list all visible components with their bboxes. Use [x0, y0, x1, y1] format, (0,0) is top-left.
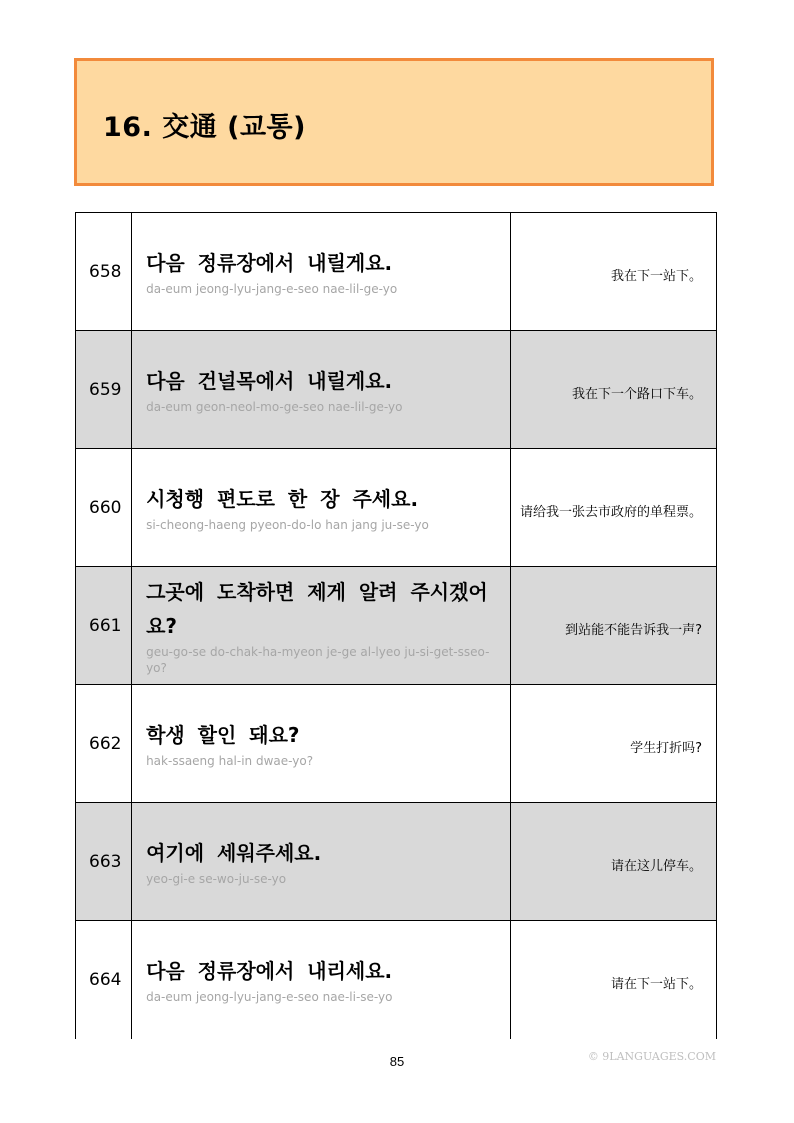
phrase-table [75, 212, 717, 1039]
korean-phrase: 다음 정류장에서 내리세요. [146, 959, 393, 984]
romanization: si-cheong-haeng pyeon-do-lo han jang ju-se-yo [146, 518, 429, 532]
chinese-translation: 学生打折吗? [510, 685, 716, 803]
phrase-number: 660 [76, 449, 132, 567]
korean-phrase: 다음 정류장에서 내릴게요. [146, 251, 393, 275]
phrase-row [76, 449, 717, 567]
romanization: da-eum geon-neol-mo-ge-seo nae-lil-ge-yo [146, 400, 403, 414]
chinese-translation: 我在下一个路口下车。 [510, 331, 716, 449]
korean-cell [132, 213, 511, 331]
phrase-number: 664 [76, 921, 132, 1039]
chinese-translation: 到站能不能告诉我一声? [510, 567, 716, 685]
copyright-notice: © 9LANGUAGES.COM [587, 1050, 716, 1063]
romanization: geu-go-se do-chak-ha-myeon je-ge al-lyeo ju-si-get-sseo-yo? [146, 645, 490, 675]
romanization: yeo-gi-e se-wo-ju-se-yo [146, 872, 287, 886]
phrase-row [76, 685, 717, 803]
korean-cell [132, 449, 511, 567]
korean-cell [132, 685, 511, 803]
romanization: hak-ssaeng hal-in dwae-yo? [146, 754, 314, 768]
korean-phrase: 시청행 편도로 한 장 주세요. [146, 487, 419, 511]
section-title: 16. 交通 (교통) [103, 112, 306, 143]
korean-cell [132, 803, 511, 921]
section-header [74, 58, 714, 186]
chinese-translation: 我在下一站下。 [510, 213, 716, 331]
phrase-row [76, 803, 717, 921]
phrase-number: 661 [76, 567, 132, 685]
korean-phrase: 그곳에 도착하면 제게 알려 주시겠어요? [146, 580, 488, 638]
phrase-number: 659 [76, 331, 132, 449]
phrase-row [76, 921, 717, 1039]
phrase-number: 662 [76, 685, 132, 803]
korean-phrase: 여기에 세워주세요. [146, 841, 322, 865]
phrase-row [76, 567, 717, 685]
phrase-row [76, 331, 717, 449]
korean-cell [132, 331, 511, 449]
chinese-translation: 请给我一张去市政府的单程票。 [510, 449, 716, 567]
romanization: da-eum jeong-lyu-jang-e-seo nae-lil-ge-yo [146, 282, 398, 296]
phrase-row [76, 213, 717, 331]
chinese-translation: 请在下一站下。 [510, 921, 716, 1039]
phrase-number: 658 [76, 213, 132, 331]
korean-cell [132, 567, 511, 685]
korean-phrase: 다음 건널목에서 내릴게요. [146, 369, 393, 393]
romanization: da-eum jeong-lyu-jang-e-seo nae-li-se-yo [146, 990, 393, 1005]
korean-cell [132, 921, 511, 1039]
phrase-number: 663 [76, 803, 132, 921]
chinese-translation: 请在这儿停车。 [510, 803, 716, 921]
page-number: 85 [389, 1054, 405, 1069]
korean-phrase: 학생 할인 돼요? [146, 723, 300, 747]
